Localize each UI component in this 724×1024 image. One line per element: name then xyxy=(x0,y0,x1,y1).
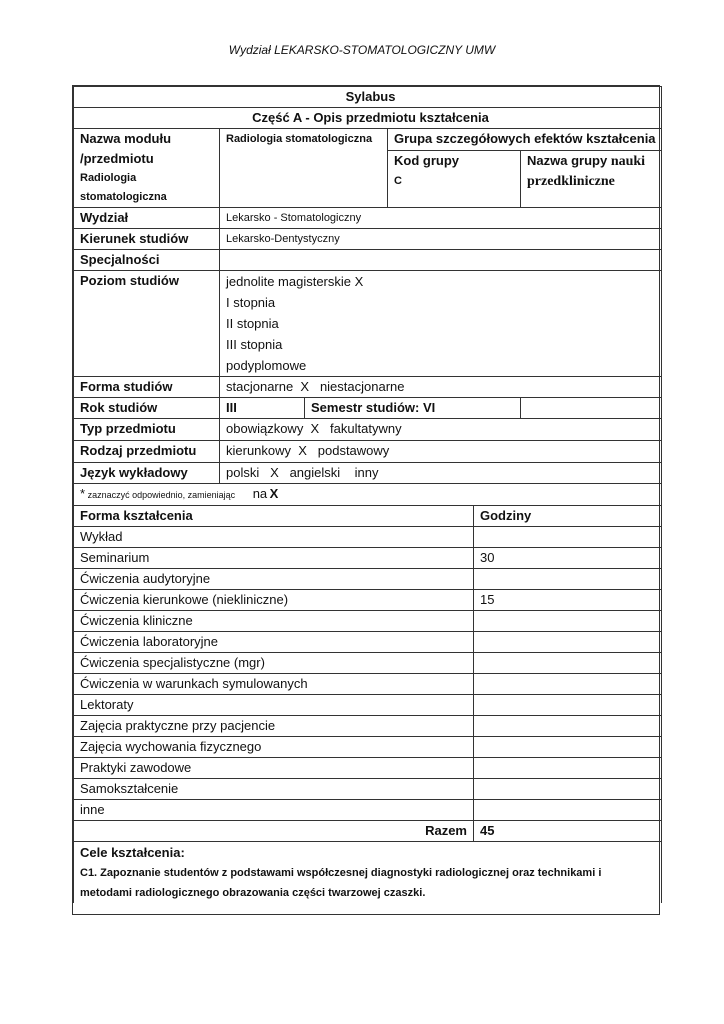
form-hours xyxy=(474,527,662,548)
form-hours xyxy=(474,800,662,821)
form-name: Praktyki zawodowe xyxy=(74,758,474,779)
group-name-label-a: Nazwa grupy xyxy=(527,153,608,168)
page-header: Wydział LEKARSKO-STOMATOLOGICZNY UMW xyxy=(228,43,496,57)
lang-label: Język wykładowy xyxy=(74,463,220,484)
direction-label: Kierunek studiów xyxy=(74,229,220,250)
syllabus-document xyxy=(72,85,660,915)
level-option: podyplomowe xyxy=(226,358,307,373)
kind-value: kierunkowy X podstawowy xyxy=(220,441,662,463)
form-name: Seminarium xyxy=(74,548,474,569)
syllabus-part: Część A - Opis przedmiotu kształcenia xyxy=(74,108,662,129)
form-name: Zajęcia wychowania fizycznego xyxy=(74,737,474,758)
form-name: inne xyxy=(74,800,474,821)
form-name: Lektoraty xyxy=(74,695,474,716)
goal-c1: C1. Zapoznanie studentów z podstawami współczesnej diagnostyki radiologicznej oraz technikami i metodami radiologicznego obrazowania części twarzowej czaszki. xyxy=(80,867,602,899)
level-option: II stopnia xyxy=(226,316,279,331)
module-value: Radiologia stomatologiczna xyxy=(220,129,388,208)
year-label: Rok studiów xyxy=(74,398,220,419)
footnote-star: * xyxy=(80,486,86,501)
faculty-label: Wydział xyxy=(74,208,220,229)
total-label: Razem xyxy=(74,821,474,842)
total-value: 45 xyxy=(474,821,662,842)
footnote-text: zaznaczyć odpowiednio, zamieniając xyxy=(87,490,236,500)
form-label: Forma studiów xyxy=(74,377,220,398)
goals-label: Cele kształcenia: xyxy=(80,845,185,860)
form-hours xyxy=(474,716,662,737)
module-label-line4: stomatologiczna xyxy=(80,191,167,203)
form-name: Wykład xyxy=(74,527,474,548)
group-name-cell xyxy=(521,151,662,208)
form-hours: 15 xyxy=(474,590,662,611)
group-name-label-b: nauki xyxy=(610,154,646,169)
level-option: jednolite magisterskie X xyxy=(226,274,364,289)
footnote-na: na xyxy=(252,486,268,501)
form-hours xyxy=(474,674,662,695)
form-hours xyxy=(474,737,662,758)
form-hours: 30 xyxy=(474,548,662,569)
kind-label: Rodzaj przedmiotu xyxy=(74,441,220,463)
type-value: obowiązkowy X fakultatywny xyxy=(220,419,662,441)
hours-header: Godziny xyxy=(474,506,662,527)
level-label: Poziom studiów xyxy=(74,271,220,377)
form-hours xyxy=(474,779,662,800)
form-name: Samokształcenie xyxy=(74,779,474,800)
lang-value: polski X angielski inny xyxy=(220,463,662,484)
footnote xyxy=(74,484,662,506)
form-name: Zajęcia praktyczne przy pacjencie xyxy=(74,716,474,737)
goals-cell xyxy=(74,842,662,904)
group-code-cell xyxy=(388,151,521,208)
specialty-label: Specjalności xyxy=(74,250,220,271)
type-label: Typ przedmiotu xyxy=(74,419,220,441)
level-options xyxy=(220,271,662,377)
level-option: I stopnia xyxy=(226,295,276,310)
module-label-line3: Radiologia xyxy=(80,172,137,184)
form-value: stacjonarne X niestacjonarne xyxy=(220,377,662,398)
group-code-label: Kod grupy xyxy=(394,153,459,168)
form-name: Ćwiczenia laboratoryjne xyxy=(74,632,474,653)
effects-group-label: Grupa szczegółowych efektów kształcenia xyxy=(388,129,662,151)
level-option: III stopnia xyxy=(226,337,283,352)
form-hours xyxy=(474,695,662,716)
faculty-value: Lekarsko - Stomatologiczny xyxy=(220,208,662,229)
form-name: Ćwiczenia audytoryjne xyxy=(74,569,474,590)
form-name: Ćwiczenia specjalistyczne (mgr) xyxy=(74,653,474,674)
form-hours xyxy=(474,632,662,653)
form-hours xyxy=(474,611,662,632)
form-hours xyxy=(474,653,662,674)
direction-value: Lekarsko-Dentystyczny xyxy=(220,229,662,250)
year-value: III xyxy=(220,398,305,419)
module-label-line2: /przedmiotu xyxy=(80,151,154,166)
forms-header: Forma kształcenia xyxy=(74,506,474,527)
group-code-value: C xyxy=(394,175,402,187)
form-hours xyxy=(474,569,662,590)
semester-value xyxy=(521,398,662,419)
form-name: Ćwiczenia w warunkach symulowanych xyxy=(74,674,474,695)
semester-label: Semestr studiów: VI xyxy=(305,398,521,419)
module-label-line1: Nazwa modułu xyxy=(80,131,172,146)
form-name: Ćwiczenia kliniczne xyxy=(74,611,474,632)
footnote-x: X xyxy=(269,486,279,501)
specialty-value xyxy=(220,250,662,271)
form-name: Ćwiczenia kierunkowe (niekliniczne) xyxy=(74,590,474,611)
module-label-cell xyxy=(74,129,220,208)
form-hours xyxy=(474,758,662,779)
syllabus-title: Sylabus xyxy=(74,87,662,108)
group-name-value: przedkliniczne xyxy=(527,174,615,189)
syllabus-table xyxy=(73,86,662,903)
